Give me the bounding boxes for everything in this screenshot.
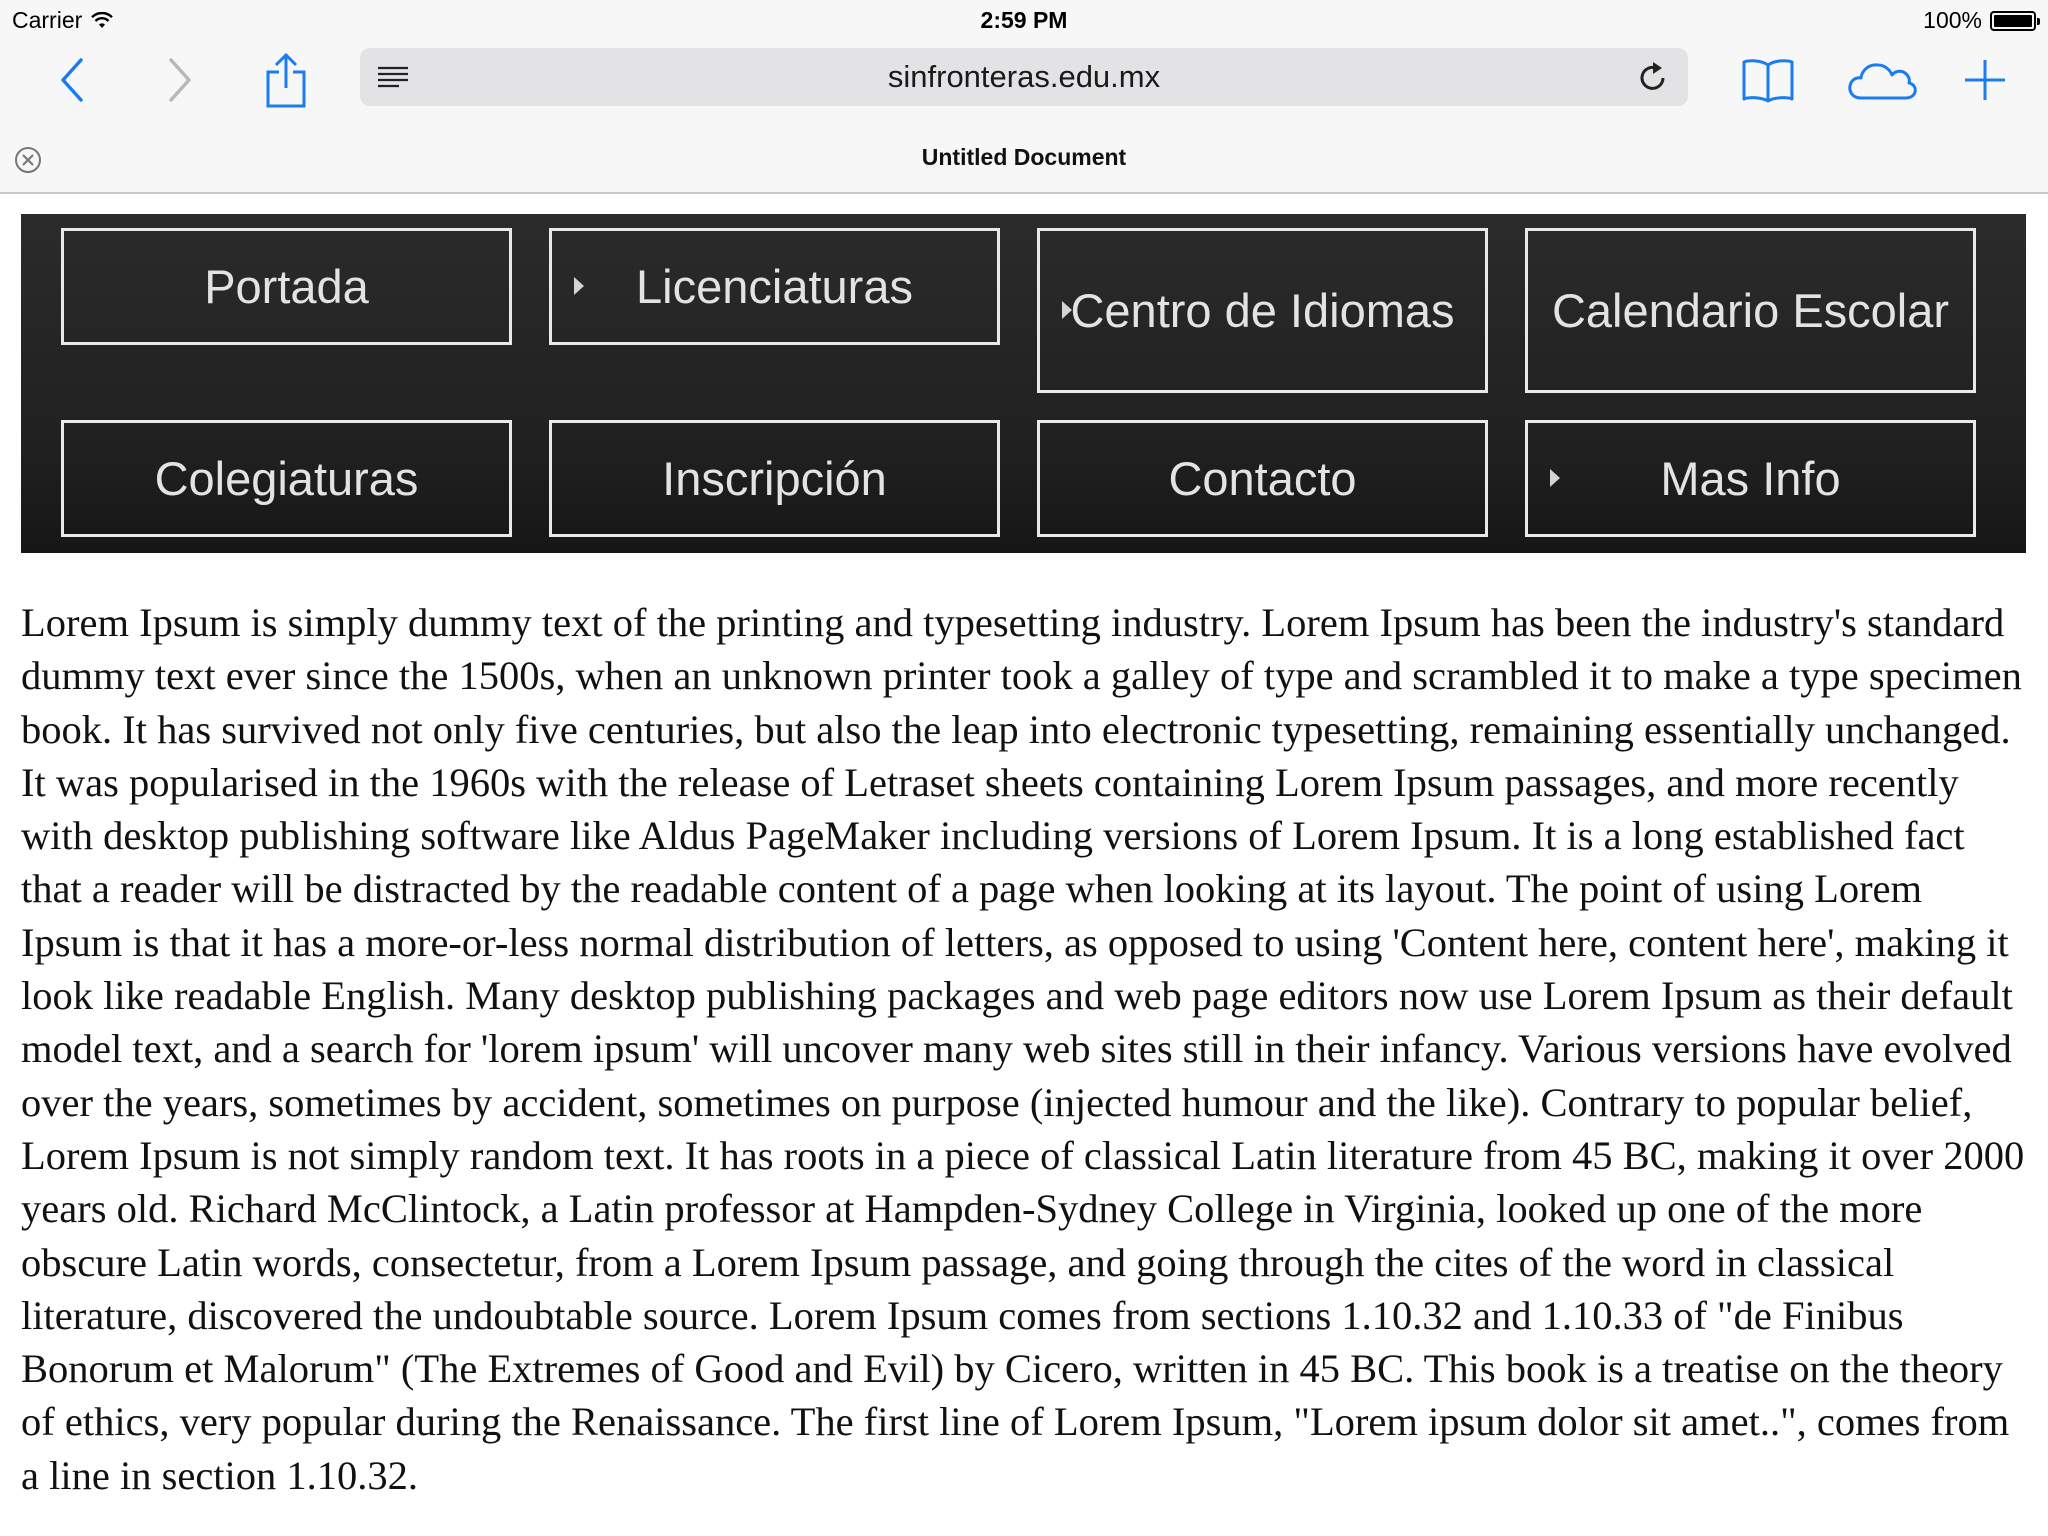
new-tab-button[interactable] [1960,50,2010,110]
nav-item-calendario-escolar[interactable] [1525,228,1976,393]
nav-item-label: Calendario Escolar [1551,283,1950,337]
forward-button[interactable] [160,52,200,108]
tab-bar [0,120,2048,194]
forward-icon [167,57,193,103]
clock: 2:59 PM [980,7,1068,33]
bookmarks-button[interactable] [1740,50,1796,110]
nav-item-inscripcion[interactable] [549,420,1000,537]
site-nav-menu [21,214,2026,553]
carrier-label: Carrier [12,7,83,33]
nav-item-colegiaturas[interactable] [61,420,512,537]
nav-item-label: Contacto [1168,451,1357,505]
nav-item-label: Licenciaturas [636,259,913,313]
share-button[interactable] [260,48,312,112]
new-tab-icon [1963,58,2007,102]
submenu-arrow-icon [1062,301,1072,319]
nav-item-portada[interactable] [61,228,512,345]
submenu-arrow-icon [1550,469,1560,487]
url-text: sinfronteras.edu.mx [887,59,1161,94]
browser-toolbar [0,40,2048,120]
nav-item-label: Inscripción [662,451,887,505]
nav-item-label: Centro de Idiomas [1070,283,1455,337]
status-bar [0,0,2048,40]
nav-item-contacto[interactable] [1037,420,1488,537]
tab-title[interactable]: Untitled Document [921,144,1127,170]
battery-percent: 100% [1923,7,1982,33]
back-button[interactable] [52,52,92,108]
nav-item-label: Portada [204,259,369,313]
nav-item-licenciaturas[interactable] [549,228,1000,345]
nav-item-label: Mas Info [1660,451,1841,505]
battery-indicator [1923,7,2036,34]
bookmarks-icon [1741,57,1795,103]
icloud-tabs-button[interactable] [1846,50,1918,110]
article-paragraph: Lorem Ipsum is simply dummy text of the printing and typesetting industry. Lorem Ipsum has been the industry's standard dummy text ever since the 1500s, when an unknown printer took a galley of type and scrambled it to make a type specimen book. It has survived not only five centuries, but also the leap into electronic typesetting, remaining essentially unchanged. It was popularised in the 1960s with the release of Letraset sheets containing Lorem Ipsum passages, and more recently with desktop publishing software like Aldus PageMaker including versions of Lorem Ipsum. It is a long established fact that a reader will be distracted by the readable content of a page when looking at its layout. The point of using Lorem Ipsum is that it has a more-or-less normal distribution of letters, as opposed to using 'Content here, content here', making it look like readable English. Many desktop publishing packages and web page editors now use Lorem Ipsum as their default model text, and a search for 'lorem ipsum' will uncover many web sites still in their infancy. Various versions have evolved over the years, sometimes by accident, sometimes on purpose (injected humour and the like). Contrary to popular belief, Lorem Ipsum is not simply random text. It has roots in a piece of classical Latin literature from 45 BC, making it over 2000 years old. Richard McClintock, a Latin professor at Hampden-Sydney College in Virginia, looked up one of the more obscure Latin words, consectetur, from a Lorem Ipsum passage, and going through the cites of the word in classical literature, discovered the undoubtable source. Lorem Ipsum comes from sections 1.10.32 and 1.10.33 of "de Finibus Bonorum et Malorum" (The Extremes of Good and Evil) by Cicero, written in 45 BC. This book is a treatise on the theory of ethics, very popular during the Renaissance. The first line of Lorem Ipsum, "Lorem ipsum dolor sit amet..", comes from a line in section 1.10.32. [21,600,2025,1498]
reload-icon [1638,61,1668,93]
submenu-arrow-icon [574,277,584,295]
nav-item-label: Colegiaturas [154,451,419,505]
reload-button[interactable] [1636,60,1670,94]
address-bar[interactable] [360,48,1688,106]
battery-icon [1990,11,2036,31]
nav-item-mas-info[interactable] [1525,420,1976,537]
icloud-tabs-icon [1847,58,1917,102]
nav-item-centro-de-idiomas[interactable] [1037,228,1488,393]
back-icon [59,57,85,103]
share-icon [264,52,308,108]
